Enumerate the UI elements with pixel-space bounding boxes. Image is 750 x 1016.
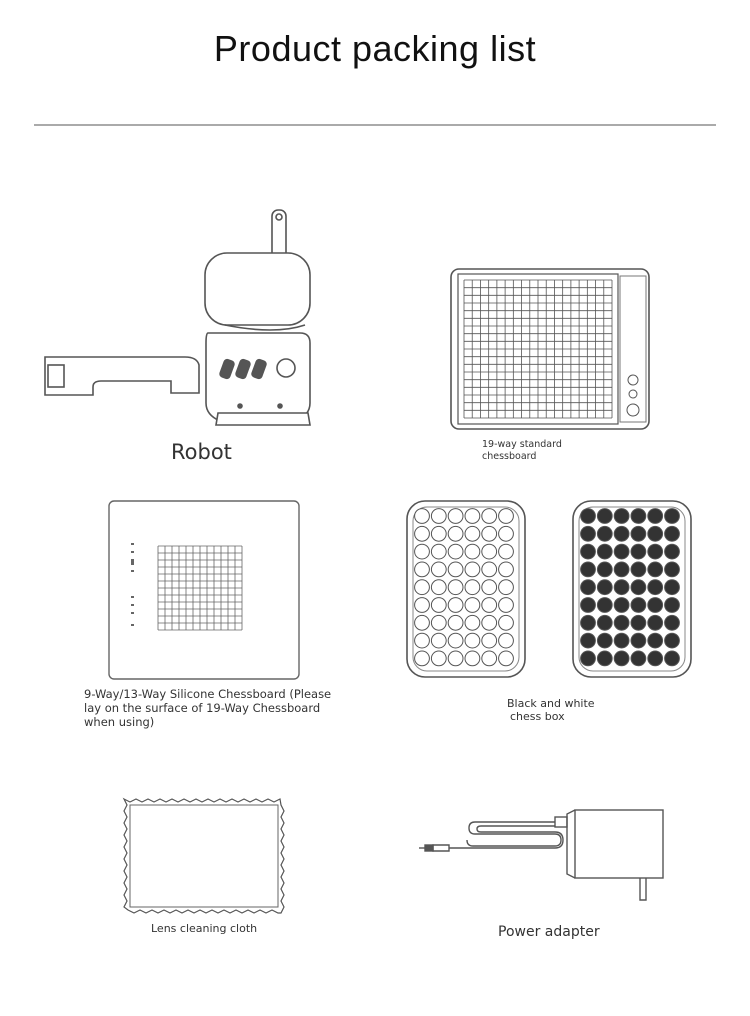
- chessboard-19-caption: [482, 439, 562, 463]
- robot-caption: Robot: [171, 440, 232, 464]
- silicone-caption-line2: lay on the surface of 19-Way Chessboard: [84, 701, 321, 715]
- robot-icon: [40, 205, 315, 435]
- title-divider: [34, 124, 716, 126]
- power-adapter-caption: Power adapter: [498, 924, 600, 940]
- silicone-chessboard-icon: [108, 500, 300, 680]
- cleaning-cloth-icon: [120, 795, 288, 917]
- page-title: Product packing list: [213, 28, 537, 69]
- chess-box-caption-line2: chess box: [510, 710, 565, 723]
- silicone-chessboard-caption: [84, 687, 331, 729]
- chess-box-caption: [507, 697, 595, 723]
- chessboard-19-caption-line2: chessboard: [482, 451, 537, 462]
- chessboard-19-icon: [450, 268, 650, 430]
- chess-box-icon: [405, 500, 695, 680]
- chess-box-caption-line1: Black and white: [507, 697, 595, 710]
- cleaning-cloth-caption: Lens cleaning cloth: [151, 922, 258, 935]
- power-adapter-icon: [415, 806, 670, 906]
- silicone-caption-line3: when using): [84, 715, 155, 729]
- silicone-caption-line1: 9-Way/13-Way Silicone Chessboard (Please: [84, 687, 332, 701]
- chessboard-19-caption-line1: 19-way standard: [482, 439, 562, 450]
